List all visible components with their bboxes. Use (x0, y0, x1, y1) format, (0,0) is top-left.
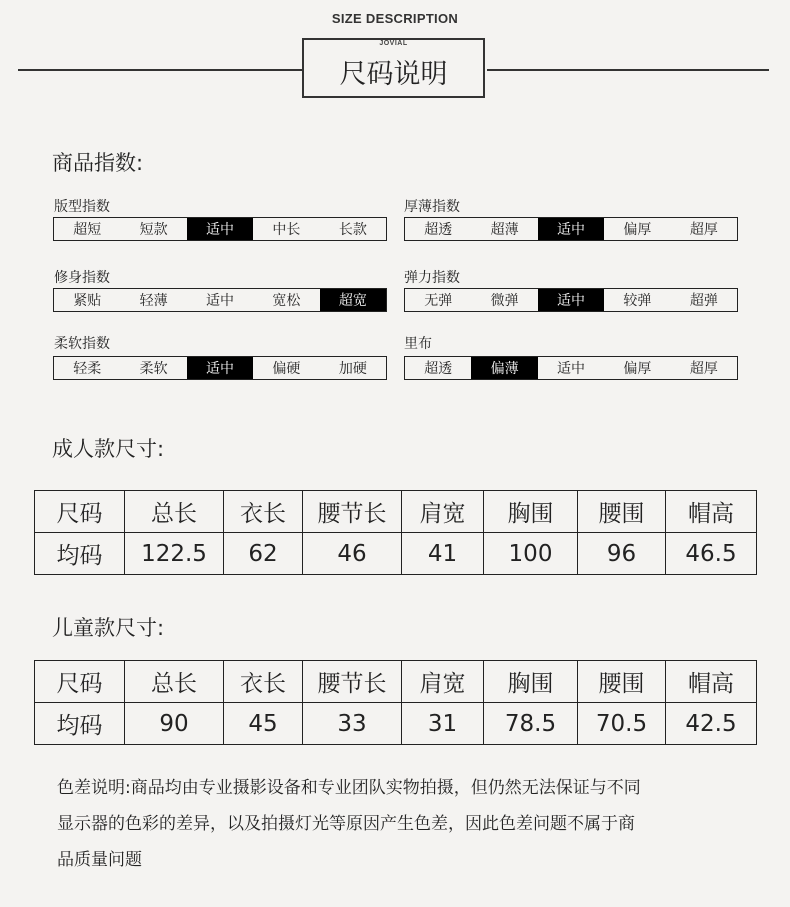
scale-option: 适中 (206, 293, 235, 309)
scale-label-slim: 修身指数 (54, 270, 110, 286)
note-line: 显示器的色彩的差异，以及拍摄灯光等原因产生色差，因此色差问题不属于商 (57, 814, 635, 834)
table-cell: 62 (224, 533, 303, 575)
header-cell: 总长 (125, 491, 224, 533)
scale-option-selected: 适中 (187, 357, 253, 379)
table-cell: 41 (402, 533, 484, 575)
scale-option: 宽松 (272, 293, 301, 309)
scale-label-fit: 版型指数 (54, 199, 110, 215)
scale-option: 中长 (272, 222, 301, 238)
header-cell: 胸围 (484, 661, 578, 703)
scale-option: 超短 (73, 222, 102, 238)
scale-option: 微弹 (490, 293, 519, 309)
table-row (35, 533, 757, 575)
scale-option: 柔软 (139, 361, 168, 377)
child-size-title: 儿童款尺寸: (52, 616, 165, 640)
note-line: 品质量问题 (57, 850, 142, 870)
scale-option-selected: 超宽 (320, 289, 386, 311)
header-cell: 帽高 (666, 491, 757, 533)
scale-option-selected: 适中 (187, 218, 253, 240)
table-cell: 90 (125, 703, 224, 745)
scale-label-softness: 柔软指数 (54, 336, 110, 352)
scale-option-selected: 适中 (538, 289, 604, 311)
scale-option: 轻柔 (73, 361, 102, 377)
header-title-cn: 尺码说明 (339, 59, 448, 90)
table-cell: 46 (303, 533, 402, 575)
table-cell: 45 (224, 703, 303, 745)
header-cell: 尺码 (35, 491, 125, 533)
table-cell: 33 (303, 703, 402, 745)
scale-option: 超厚 (689, 222, 718, 238)
header-title-en: SIZE DESCRIPTION (331, 11, 459, 26)
scale-option: 超薄 (490, 222, 519, 238)
scale-option: 紧贴 (73, 293, 102, 309)
scale-label-thickness: 厚薄指数 (404, 199, 460, 215)
scale-option-selected: 偏薄 (471, 357, 537, 379)
table-cell: 均码 (35, 533, 125, 575)
table-row (35, 703, 757, 745)
header-cell: 帽高 (666, 661, 757, 703)
header-cell: 腰节长 (303, 661, 402, 703)
scale-option: 较弹 (623, 293, 652, 309)
header-title-box (302, 38, 485, 98)
scale-option: 偏厚 (623, 361, 652, 377)
adult-size-title: 成人款尺寸: (52, 437, 165, 461)
scale-label-elasticity: 弹力指数 (404, 270, 460, 286)
header-cell: 腰围 (578, 491, 666, 533)
header-divider-left (18, 69, 303, 71)
scale-option: 偏硬 (272, 361, 301, 377)
table-header-row (35, 661, 757, 703)
scale-option: 超弹 (689, 293, 718, 309)
scale-lining (404, 356, 738, 380)
scale-slim (53, 288, 387, 312)
header-cell: 肩宽 (402, 491, 484, 533)
scale-elasticity (404, 288, 738, 312)
child-size-table (34, 660, 757, 745)
scale-option: 超厚 (689, 361, 718, 377)
color-difference-note (57, 770, 747, 878)
scale-option: 偏厚 (623, 222, 652, 238)
scale-thickness (404, 217, 738, 241)
scale-option: 超透 (424, 222, 453, 238)
note-line: 色差说明:商品均由专业摄影设备和专业团队实物拍摄，但仍然无法保证与不同 (57, 778, 641, 798)
scale-option: 长款 (338, 222, 367, 238)
scale-option: 适中 (557, 361, 586, 377)
header-cell: 衣长 (224, 491, 303, 533)
scale-option-selected: 适中 (538, 218, 604, 240)
scale-option: 轻薄 (139, 293, 168, 309)
table-cell: 42.5 (666, 703, 757, 745)
table-cell: 均码 (35, 703, 125, 745)
table-cell: 46.5 (666, 533, 757, 575)
scale-option: 超透 (424, 361, 453, 377)
header-cell: 胸围 (484, 491, 578, 533)
scale-label-lining: 里布 (404, 336, 432, 352)
table-cell: 122.5 (125, 533, 224, 575)
header-cell: 尺码 (35, 661, 125, 703)
scale-option: 短款 (139, 222, 168, 238)
adult-size-table (34, 490, 757, 575)
table-cell: 100 (484, 533, 578, 575)
scale-option: 无弹 (424, 293, 453, 309)
header-cell: 总长 (125, 661, 224, 703)
header-cell: 肩宽 (402, 661, 484, 703)
header-divider-right (487, 69, 769, 71)
table-cell: 31 (402, 703, 484, 745)
table-header-row (35, 491, 757, 533)
header-cell: 腰围 (578, 661, 666, 703)
scale-fit (53, 217, 387, 241)
header-cell: 腰节长 (303, 491, 402, 533)
scale-softness (53, 356, 387, 380)
brand-label: JOVIAL (379, 40, 408, 47)
scale-option: 加硬 (338, 361, 367, 377)
index-section-title: 商品指数: (52, 151, 144, 175)
table-cell: 70.5 (578, 703, 666, 745)
header-cell: 衣长 (224, 661, 303, 703)
table-cell: 96 (578, 533, 666, 575)
table-cell: 78.5 (484, 703, 578, 745)
